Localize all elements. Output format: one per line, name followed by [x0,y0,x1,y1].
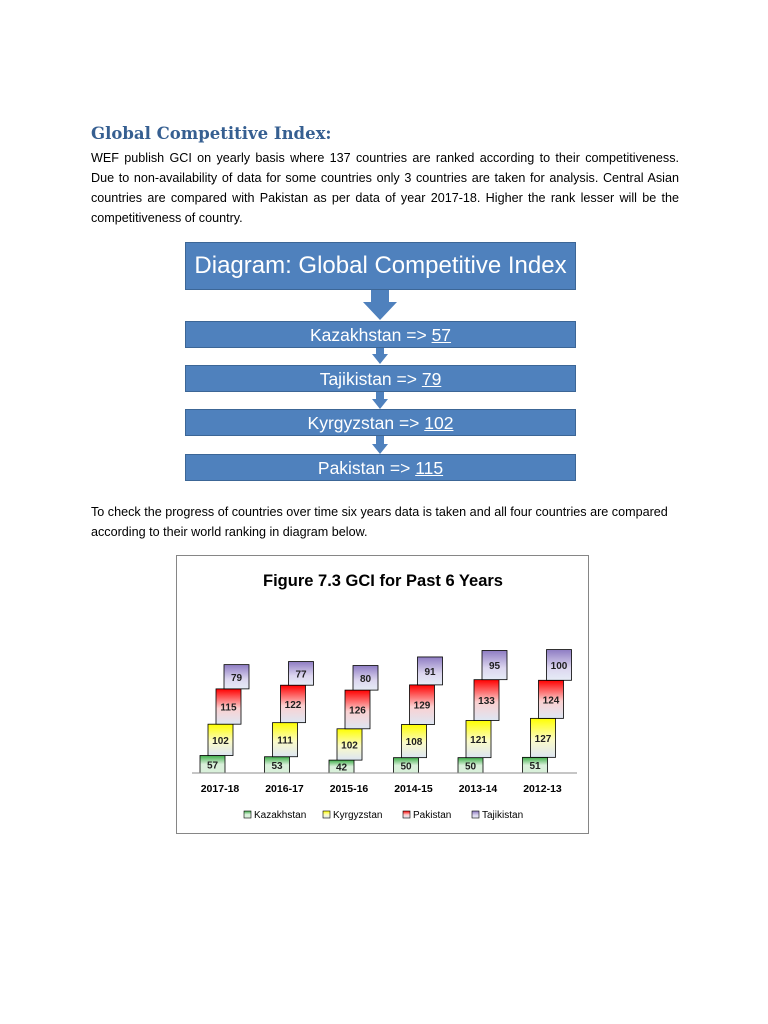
data-label: 50 [400,761,412,773]
diagram-title-box: Diagram: Global Competitive Index [185,242,576,290]
data-label: 95 [488,661,501,673]
data-label: 111 [277,735,293,747]
data-label: 53 [271,760,283,772]
diagram-row-tajikistan [185,365,576,392]
legend-item-kyrgyzstan [323,810,382,821]
data-label: 77 [295,669,307,681]
bars-layer [200,650,572,774]
data-label: 126 [349,705,366,717]
data-label: 80 [359,673,372,685]
data-label: 108 [405,737,423,749]
legend-item-kazakhstan [244,810,306,821]
x-tick-labels [201,783,562,795]
data-label: 79 [230,672,243,684]
data-label: 129 [413,700,431,712]
rank-value: 79 [421,369,442,389]
chart-canvas [177,556,588,833]
legend-item-tajikistan [472,810,523,821]
legend-label: Kazakhstan [254,810,307,821]
arrow-separator: => [394,413,425,433]
data-label: 50 [464,761,477,773]
chart-legend [244,810,523,821]
data-label: 102 [341,740,358,752]
data-label: 133 [478,696,495,708]
legend-label: Tajikistan [482,810,524,821]
rank-value: 57 [431,325,452,345]
arrow-down-icon [372,436,388,454]
x-tick-label: 2012-13 [523,783,562,795]
data-label: 127 [534,733,552,745]
data-label: 122 [284,699,302,711]
data-label: 115 [220,702,237,714]
country-label: Tajikistan [319,369,392,389]
x-tick-label: 2016-17 [265,783,304,795]
page-title: Global Competitive Index: [91,124,332,143]
data-label: 42 [335,762,348,774]
x-tick-label: 2014-15 [394,783,433,795]
data-label: 51 [529,761,541,773]
legend-item-pakistan [403,810,451,821]
data-label: 124 [542,695,560,707]
country-label: Kazakhstan [309,325,402,345]
arrow-down-icon [363,290,397,320]
data-label: 57 [206,760,219,772]
x-tick-label: 2015-16 [329,783,369,795]
country-label: Pakistan [317,458,386,478]
data-label: 102 [212,735,229,747]
chart-title: Figure 7.3 GCI for Past 6 Years [263,572,503,590]
data-label: 100 [550,660,568,672]
legend-swatch [472,811,479,818]
legend-swatch [244,811,251,818]
data-label: 91 [424,666,436,678]
legend-label: Kyrgyzstan [333,810,383,821]
chart-intro-paragraph: To check the progress of countries over time six years data is taken and all four countries are compared according to their world ranking in diagram below. [91,505,668,539]
diagram-row-kyrgyzstan [185,409,576,436]
arrow-separator: => [391,369,422,389]
x-tick-label: 2013-14 [458,783,498,795]
legend-swatch [403,811,410,818]
intro-paragraph: WEF publish GCI on yearly basis where 137 countries are ranked according to their competitiveness. Due to non-availability of data for some countries only 3 countries are taken for analysis. Central Asian countries are compared with Pakistan as per data of year 2017-18. Higher the rank lesser will be the competitiveness of country. [91,151,679,225]
legend-label: Pakistan [413,810,452,821]
country-label: Kyrgyzstan [307,413,395,433]
gci-chart [176,555,589,834]
arrow-down-icon [372,392,388,409]
arrow-separator: => [385,458,416,478]
diagram-row-pakistan [185,454,576,481]
diagram-row-kazakhstan [185,321,576,348]
data-label: 121 [470,735,487,747]
x-tick-label: 2017-18 [200,783,240,795]
arrow-down-icon [372,348,388,364]
rank-value: 102 [424,413,454,433]
arrow-separator: => [401,325,432,345]
legend-swatch [323,811,330,818]
rank-value: 115 [415,458,444,478]
